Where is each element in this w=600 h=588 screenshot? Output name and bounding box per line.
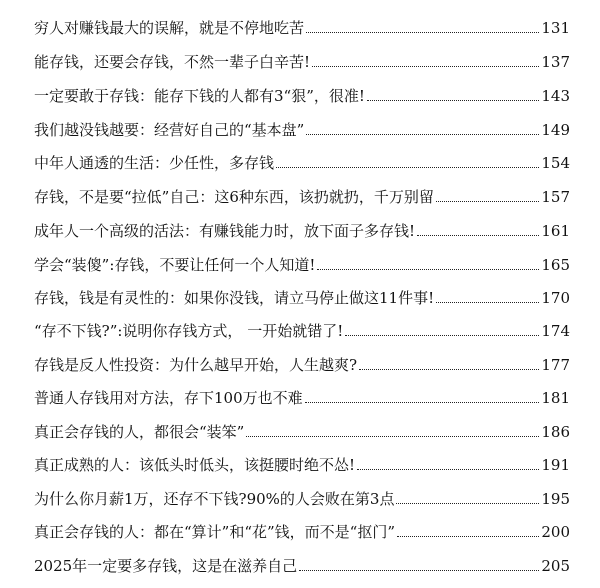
dot-leader bbox=[305, 401, 540, 403]
toc-entry[interactable] bbox=[34, 284, 570, 308]
toc-entry[interactable] bbox=[34, 82, 570, 106]
dot-leader bbox=[345, 334, 539, 336]
toc-entry-title: 存钱是反人性投资：为什么越早开始，人生越爽? bbox=[34, 356, 358, 374]
dot-leader bbox=[299, 569, 539, 571]
toc-entry-page: 181 bbox=[541, 389, 570, 407]
toc-entry-title: 一定要敢于存钱：能存下钱的人都有3“狠”，很准! bbox=[34, 87, 365, 105]
toc-entry[interactable] bbox=[34, 384, 570, 408]
toc-entry-page: 205 bbox=[541, 557, 570, 575]
toc-entry-page: 165 bbox=[541, 256, 570, 274]
toc-entry-page: 161 bbox=[541, 222, 570, 240]
toc-entry-page: 200 bbox=[541, 523, 570, 541]
dot-leader bbox=[246, 435, 539, 437]
dot-leader bbox=[357, 468, 539, 470]
toc-entry-page: 137 bbox=[541, 53, 570, 71]
dot-leader bbox=[276, 166, 539, 168]
toc-entry[interactable] bbox=[34, 48, 570, 72]
toc-entry-title: 成年人一个高级的活法：有赚钱能力时，放下面子多存钱! bbox=[34, 222, 416, 240]
toc-entry-page: 149 bbox=[541, 121, 570, 139]
toc-entry-page: 174 bbox=[541, 322, 570, 340]
toc-entry-title: 我们越没钱越要：经营好自己的“基本盘” bbox=[34, 121, 305, 139]
dot-leader bbox=[397, 535, 539, 537]
toc-entry-page: 186 bbox=[541, 423, 570, 441]
dot-leader bbox=[317, 268, 539, 270]
dot-leader bbox=[396, 502, 539, 504]
toc-entry-page: 177 bbox=[541, 356, 570, 374]
toc-entry[interactable] bbox=[34, 251, 570, 275]
toc-entry-page: 143 bbox=[541, 87, 570, 105]
dot-leader bbox=[367, 99, 539, 101]
dot-leader bbox=[306, 133, 539, 135]
toc-entry[interactable] bbox=[34, 552, 570, 576]
dot-leader bbox=[436, 301, 539, 303]
toc-entry-title: “存不下钱?”:说明你存钱方式， 一开始就错了! bbox=[34, 322, 344, 340]
dot-leader bbox=[436, 200, 539, 202]
toc-entry-title: 中年人通透的生活：少任性，多存钱 bbox=[34, 154, 275, 172]
toc-entry-title: 存钱，不是要“拉低”自己：这6种东西，该扔就扔，千万别留 bbox=[34, 188, 434, 206]
toc-entry-title: 学会“装傻”:存钱，不要让任何一个人知道! bbox=[34, 256, 316, 274]
toc-entry-page: 170 bbox=[541, 289, 570, 307]
toc-entry[interactable] bbox=[34, 149, 570, 173]
toc-entry[interactable] bbox=[34, 183, 570, 207]
toc-entry[interactable] bbox=[34, 485, 570, 509]
toc-entry-page: 191 bbox=[541, 456, 570, 474]
toc-entry-title: 真正成熟的人：该低头时低头，该挺腰时绝不怂! bbox=[34, 456, 356, 474]
toc-entry[interactable] bbox=[34, 317, 570, 341]
toc-entry-title: 能存钱，还要会存钱，不然一辈子白辛苦! bbox=[34, 53, 311, 71]
toc-entry[interactable] bbox=[34, 217, 570, 241]
toc-entry[interactable] bbox=[34, 518, 570, 542]
dot-leader bbox=[359, 368, 539, 370]
toc-entry-title: 普通人存钱用对方法，存下100万也不难 bbox=[34, 389, 303, 407]
toc-entry-title: 穷人对赚钱最大的误解，就是不停地吃苦 bbox=[34, 19, 305, 37]
toc-entry-page: 195 bbox=[541, 490, 570, 508]
toc-entry[interactable] bbox=[34, 418, 570, 442]
toc-entry[interactable] bbox=[34, 351, 570, 375]
toc-entry-title: 存钱，钱是有灵性的：如果你没钱，请立马停止做这11件事! bbox=[34, 289, 435, 307]
toc-entry-page: 154 bbox=[541, 154, 570, 172]
toc-entry-title: 真正会存钱的人：都在“算计”和“花”钱，而不是“抠门” bbox=[34, 523, 396, 541]
dot-leader bbox=[312, 65, 539, 67]
dot-leader bbox=[417, 234, 539, 236]
toc-entry-page: 157 bbox=[541, 188, 570, 206]
toc-entry-title: 2025年一定要多存钱，这是在滋养自己 bbox=[34, 557, 298, 575]
toc-entry[interactable] bbox=[34, 116, 570, 140]
dot-leader bbox=[306, 31, 539, 33]
toc-entry[interactable] bbox=[34, 451, 570, 475]
toc-entry-title: 真正会存钱的人，都很会“装笨” bbox=[34, 423, 245, 441]
toc-entry-title: 为什么你月薪1万，还存不下钱?90%的人会败在第3点 bbox=[34, 490, 395, 508]
toc-entry[interactable] bbox=[34, 14, 570, 38]
toc-entry-page: 131 bbox=[541, 19, 570, 37]
